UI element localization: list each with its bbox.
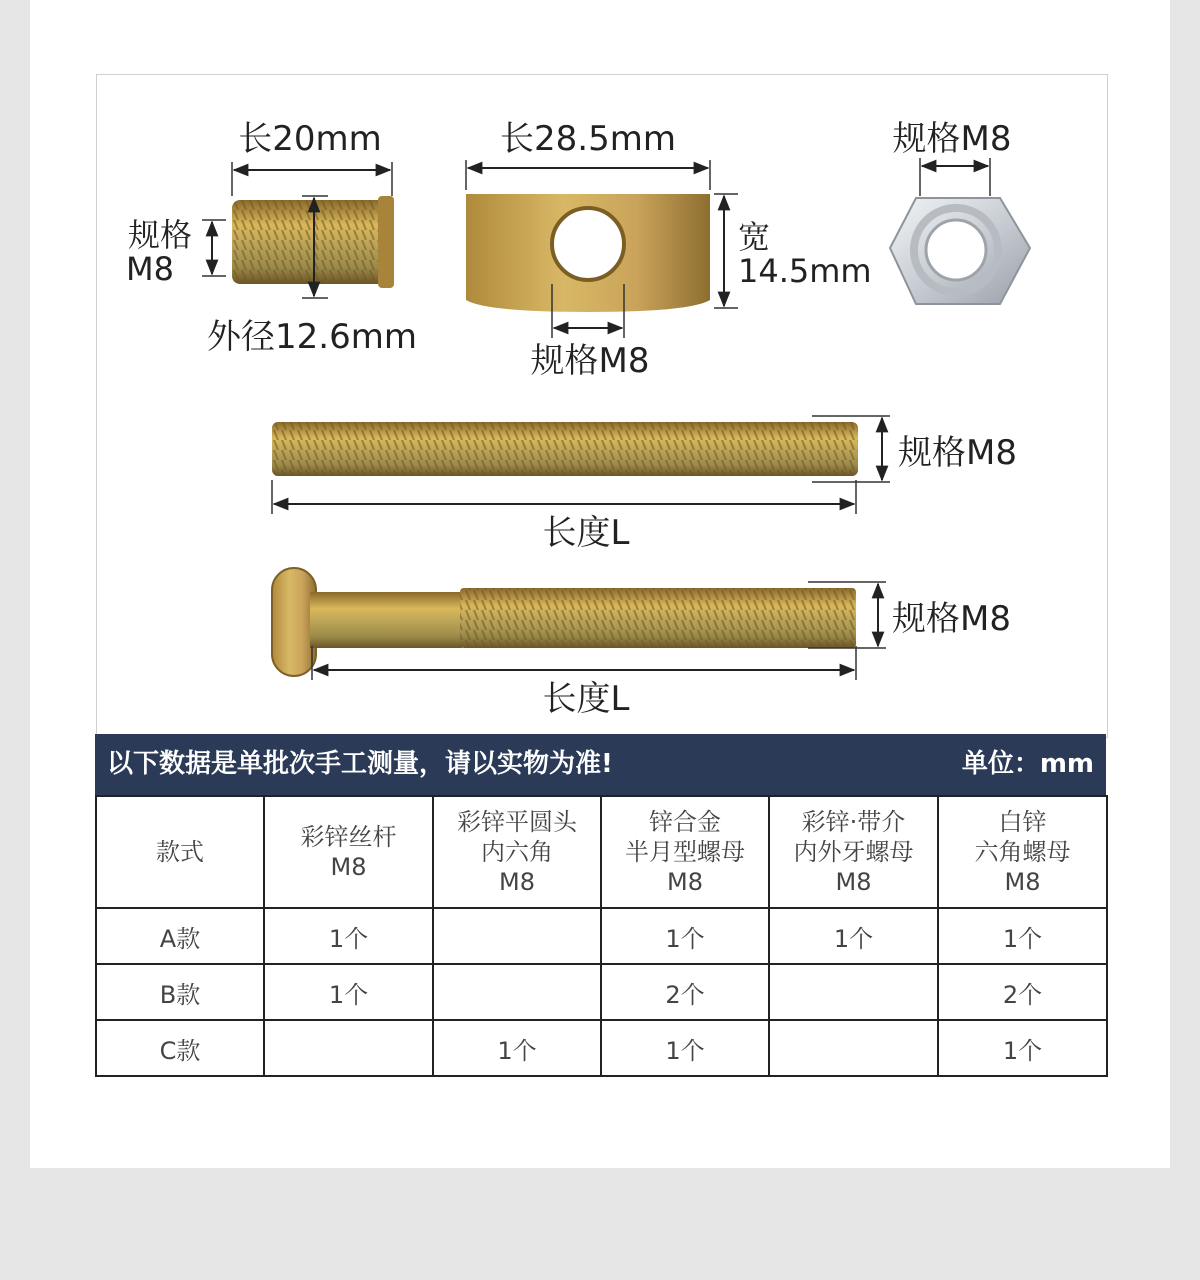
hex-nut-spec-label: 规格M8 [892, 119, 1012, 159]
table-corner-header: 款式 [96, 796, 264, 908]
table-cell: 1个 [264, 908, 433, 964]
column-header: 白锌 六角螺母 M8 [938, 796, 1107, 908]
table-cell [264, 1020, 433, 1076]
row-label: A款 [96, 908, 264, 964]
threaded-rod-length-label: 长度L [542, 513, 630, 553]
half-moon-nut-graphic [466, 194, 710, 312]
table-cell: 1个 [601, 908, 769, 964]
threaded-rod-spec-label: 规格M8 [898, 433, 1017, 473]
table-cell [433, 964, 601, 1020]
round-head-bolt-spec-label: 规格M8 [892, 599, 1011, 639]
table-cell: 1个 [938, 908, 1107, 964]
row-label: C款 [96, 1020, 264, 1076]
half-moon-length-label: 长28.5mm [500, 119, 676, 159]
measurement-note: 以下数据是单批次手工测量，请以实物为准! [107, 749, 613, 779]
round-head-bolt-length-label: 长度L [542, 679, 630, 719]
unit-label: 单位：mm [961, 749, 1094, 779]
threaded-rod-graphic [272, 422, 858, 476]
table-row [96, 1020, 1107, 1076]
table-row [96, 964, 1107, 1020]
table-row [96, 908, 1107, 964]
measurement-note-banner [95, 734, 1106, 795]
column-header: 彩锌丝杆 M8 [264, 796, 433, 908]
row-label: B款 [96, 964, 264, 1020]
hex-nut-graphic [890, 198, 1030, 304]
insert-nut-diameter-label: 外径12.6mm [207, 317, 417, 357]
table-header-row [96, 796, 1107, 908]
table-cell [769, 964, 938, 1020]
table-cell: 1个 [769, 908, 938, 964]
table-cell [769, 1020, 938, 1076]
table-cell: 1个 [433, 1020, 601, 1076]
column-header: 彩锌·带介 内外牙螺母 M8 [769, 796, 938, 908]
insert-nut-spec-label-1: 规格 [127, 216, 193, 254]
table-cell: 1个 [601, 1020, 769, 1076]
package-contents-table [95, 795, 1108, 1077]
table-cell: 2个 [601, 964, 769, 1020]
insert-nut-length-label: 长20mm [238, 119, 382, 159]
table-cell [433, 908, 601, 964]
column-header: 彩锌平圆头 内六角 M8 [433, 796, 601, 908]
table-cell: 1个 [264, 964, 433, 1020]
round-head-bolt-graphic [272, 568, 856, 676]
half-moon-spec-label: 规格M8 [530, 341, 650, 381]
column-header: 锌合金 半月型螺母 M8 [601, 796, 769, 908]
half-moon-width-label-1: 宽 [738, 218, 771, 256]
insert-nut-spec-label-2: M8 [126, 250, 174, 288]
half-moon-width-label-2: 14.5mm [738, 252, 872, 290]
table-cell: 2个 [938, 964, 1107, 1020]
table-cell: 1个 [938, 1020, 1107, 1076]
